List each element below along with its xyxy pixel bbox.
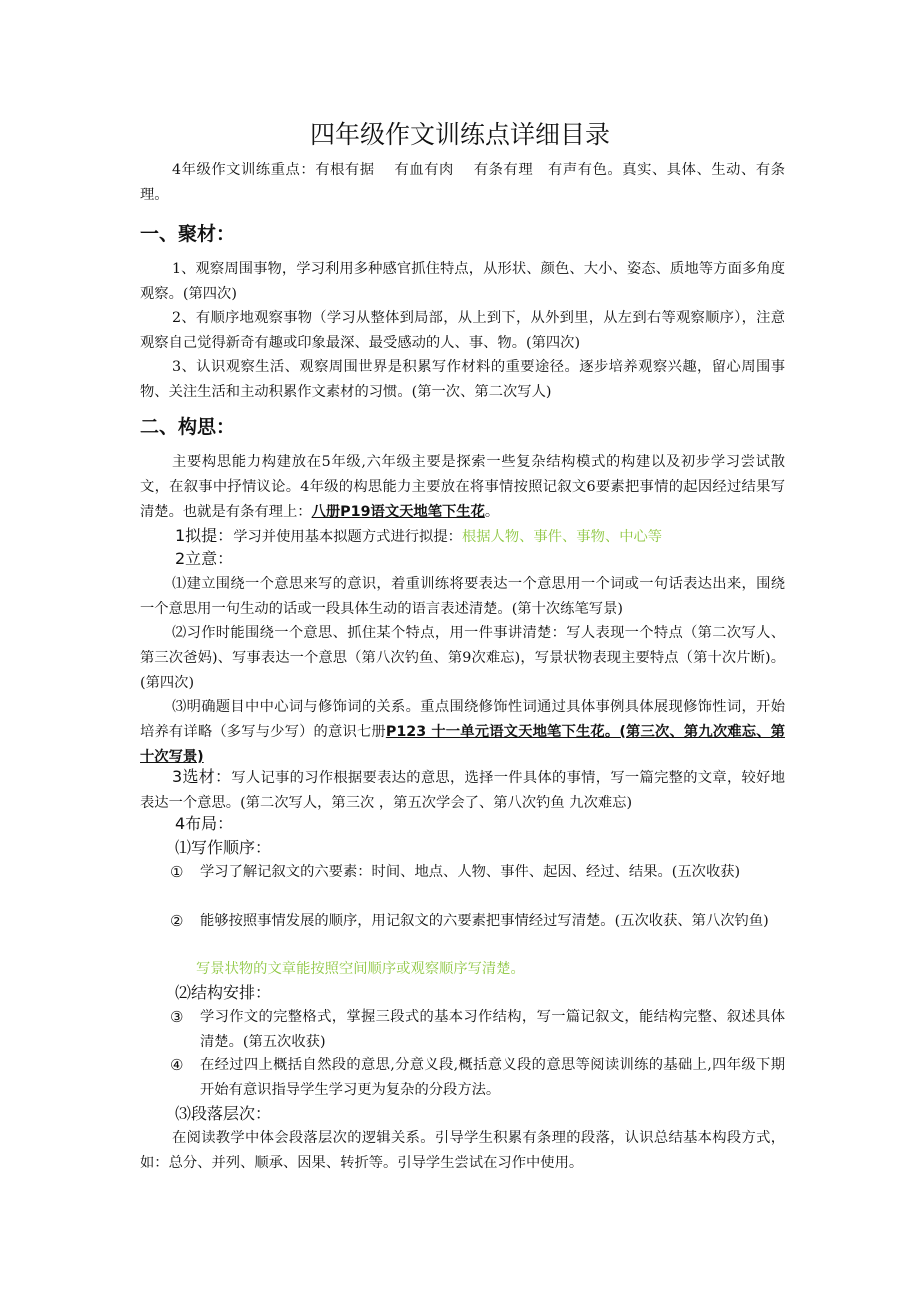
liyi-point-3 — [140, 695, 785, 770]
liyi-point-3-text: ⑶明确题目中中心词与修饰词的关系。重点围绕修饰性词通过具体事例具体展现修饰性词，开始培养有详略（多写与少写）的意识七册 — [140, 699, 785, 740]
structure-item-4-text: 在经过四上概括自然段的意思,分意义段,概括意义段的意思等阅读训练的基础上,四年级下期开始有意识指导学生学习更为复杂的分段方法。 — [200, 1057, 785, 1098]
paragraph-level-label: ⑶段落层次： — [175, 1104, 272, 1123]
section-1-heading: 一、聚材： — [140, 223, 236, 245]
order-label: ⑴写作顺序： — [175, 838, 272, 857]
liyi-point-3-reference: P123 十一单元语文天地笔下生花。(第三次、第九次难忘、第十次写景) — [140, 724, 785, 765]
paragraph-level-text: 在阅读教学中体会段落层次的逻辑关系。引导学生积累有条理的段落，认识总结基本构段方式，如：总分、并列、顺承、因果、转折等。引导学生尝试在习作中使用。 — [140, 1130, 785, 1171]
nitiu-text: 学习并使用基本拟题方式进行拟提： — [233, 529, 462, 545]
order-item-1-text: 学习了解记叙文的六要素：时间、地点、人物、事件、起因、经过、结果。(五次收获) — [200, 864, 741, 880]
section-2-heading: 二、构思： — [140, 416, 236, 438]
liyi-label: 2立意： — [175, 549, 234, 568]
xuancai-label: 3选材： — [172, 767, 232, 786]
liyi-point-2: ⑵习作时能围绕一个意思、抓住某个特点，用一件事讲清楚：写人表现一个特点（第二次写人、第三次爸妈)、写事表达一个意思（第八次钓鱼、第9次难忘)，写景状物表现主要特点（第十次片断)。(第四次) — [140, 625, 785, 691]
buju-label: 4布局： — [175, 814, 234, 833]
order-item-1-mark: ① — [170, 863, 184, 881]
structure-item-4-mark: ④ — [170, 1056, 184, 1074]
structure-label: ⑵结构安排： — [175, 983, 272, 1002]
textbook-reference: 八册P19语文天地笔下生花 — [311, 504, 485, 520]
nitiu-green-note: 根据人物、事件、事物、中心等 — [461, 529, 663, 545]
section-2-paragraph-end: 。 — [484, 504, 500, 520]
structure-item-3-mark: ③ — [170, 1008, 184, 1026]
structure-item-3-text: 学习作文的完整格式，掌握三段式的基本习作结构，写一篇记叙文，能结构完整、叙述具体清楚。(第五次收获) — [200, 1009, 785, 1050]
liyi-point-1: ⑴建立围绕一个意思来写的意识，着重训练将要表达一个意思用一个词或一句话表达出来，围绕一个意思用一句生动的话或一段具体生动的语言表述清楚。(第十次练笔写景) — [140, 576, 785, 617]
xuancai-text: 写人记事的习作根据要表达的意思，选择一件具体的事情，写一篇完整的文章，较好地表达一个意思。(第二次写人，第三次 ，第五次学会了、第八次钓鱼 九次难忘) — [140, 770, 785, 811]
section-1-item-2: 2、有顺序地观察事物（学习从整体到局部，从上到下，从外到里，从左到右等观察顺序），注意观察自己觉得新奇有趣或印象最深、最受感动的人、事、物。(第四次) — [140, 310, 785, 351]
intro-paragraph: 4年级作文训练重点：有根有据 有血有肉 有条有理 有声有色。真实、具体、生动、有条理。 — [140, 162, 785, 203]
order-item-2-text: 能够按照事情发展的顺序，用记叙文的六要素把事情经过写清楚。(五次收获、第八次钓鱼) — [200, 913, 769, 929]
section-2-paragraph — [140, 450, 785, 525]
nitiu-line — [175, 524, 785, 550]
nitiu-label: 1拟提： — [175, 526, 234, 545]
order-green-note: 写景状物的文章能按照空间顺序或观察顺序写清楚。 — [196, 961, 525, 977]
section-1-item-1: 1、观察周围事物，学习利用多种感官抓住特点，从形状、颜色、大小、姿态、质地等方面多角度观察。(第四次) — [140, 261, 785, 302]
order-item-2-mark: ② — [170, 912, 184, 930]
document-title: 四年级作文训练点详细目录 — [309, 120, 610, 149]
section-1-item-3: 3、认识观察生活、观察周围世界是积累写作材料的重要途径。逐步培养观察兴趣，留心周围事物、关注生活和主动积累作文素材的习惯。(第一次、第二次写人) — [140, 359, 785, 400]
section-2-paragraph-text: 主要构思能力构建放在5年级,六年级主要是探索一些复杂结构模式的构建以及初步学习尝试散文，在叙事中抒情议论。4年级的构思能力主要放在将事情按照记叙文6要素把事情的起因经过结果写清楚。也就是有条有理上： — [140, 454, 785, 520]
xuancai-paragraph — [140, 765, 785, 816]
